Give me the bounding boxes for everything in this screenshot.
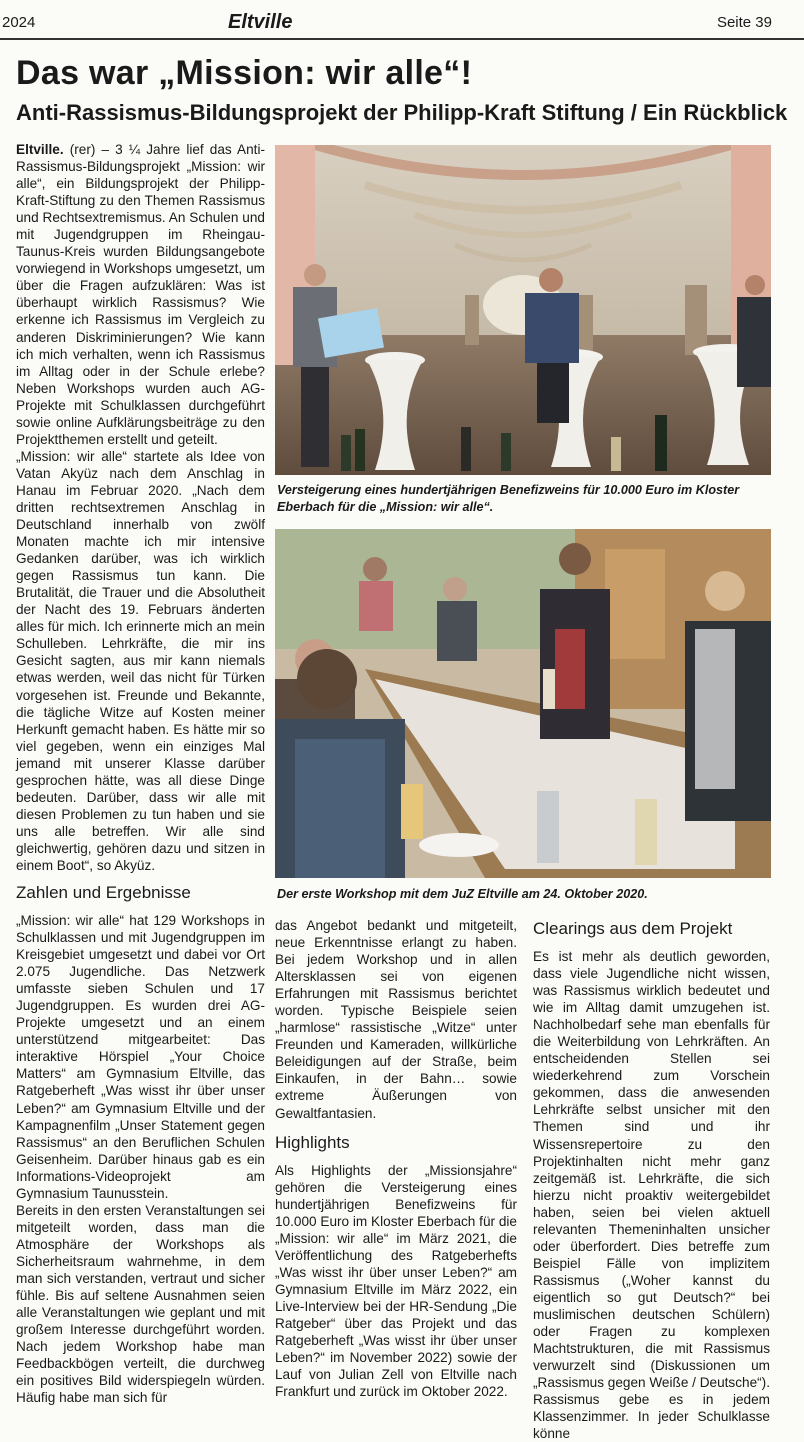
column-3 <box>533 916 770 1442</box>
photo-workshop-caption: Der erste Workshop mit dem JuZ Eltville am 24. Oktober 2020. <box>277 887 648 901</box>
paragraph: das Angebot bedankt und mitgeteilt, neue Erkenntnisse erlangt zu haben. Bei jedem Workshop und in allen Altersklassen sei von eigenen Erfahrungen mit Rassismus berichtet worden. Typische Beispiele seien „harmlose“ rassistische „Witze“ unter Freunden und Kameraden, willkürliche Beleidigungen auf der Straße, beim Einkaufen, in der Bahn… sowie extreme Äußerungen von Gewaltfantasien. <box>275 918 517 1121</box>
header-rule <box>0 38 804 40</box>
article-subtitle: Anti-Rassismus-Bildungsprojekt der Philipp-Kraft Stiftung / Ein Rückblick <box>16 100 788 125</box>
photo-workshop <box>275 529 771 878</box>
paragraph <box>16 141 265 448</box>
column-1-upper <box>16 141 265 874</box>
article-title: Das war „Mission: wir alle“! <box>16 54 473 92</box>
header-date: 2024 <box>2 14 36 31</box>
photo-auction-cloister <box>275 145 771 475</box>
paragraph: „Mission: wir alle“ startete als Idee von Vatan Akyüz nach dem Anschlag in Hanau im Februar 2020. „Nach dem dritten rechtsextremen Anschlag in Deutschland innerhalb von zwölf Monaten machte ich mir intensive Gedanken darüber, was ich wirklich gegen Rassismus tun kann. Die Brutalität, die Trauer und die Absolutheit der Nacht des 19. Februars änderten alles für mich. Ich erinnerte mich an mein Schulleben. Lehrkräfte, die mir ins Gesicht sagten, aus mir kann niemals etwas werden, weil das nicht für Türken vorgesehen ist. Freunde und Bekannte, die tägliche Witze auf Kosten meiner Herkunft gemacht haben. Es hätte mir so viel gegeben, wenn ein einziges Mal jemand mit unserer Klasse darüber gesprochen hätte, was all diese Dinge bedeuten. Darüber, dass wir alle mit diesen Problemen zu tun haben und sie uns alle betreffen. Wir alle sind gleichwertig, gehören dazu und sitzen in einem Boot“, so Akyüz. <box>16 448 265 873</box>
photo-auction-caption: Versteigerung eines hundertjährigen Benefizweins für 10.000 Euro im Kloster Eberbach für die „Mission: wir alle“. <box>277 483 740 514</box>
paragraph: Als Highlights der „Missionsjahre“ gehören die Versteigerung eines hundertjährigen Benefizweins für 10.000 Euro im Kloster Eberbach für die „Mission: wir alle“ im März 2021, die Veröffentlichung des Ratgeberhefts „Was wisst ihr über unser Leben?“ am Gymnasium Eltville im März 2022, ein Live-Interview bei der HR-Sendung „Die Ratgeber“ über das Projekt und das Ratgeberheft „Was wisst ihr über unser Leben?“ im November 2022) sowie der Lauf von Julian Zell von Eltville nach Frankfurt und zurück im Oktober 2022. <box>275 1162 517 1400</box>
paragraph: „Mission: wir alle“ hat 129 Workshops in Schulklassen und mit Jugendgruppen im Kreisgebiet umgesetzt und dabei vor Ort 2.075 Jugendliche. Das Netzwerk umfasste sieben Schulen und 17 Jugendgruppen. Es wurden drei AG-Projekte umgesetzt und an einem unterstützend mitgearbeitet: Das interaktive Hörspiel „Your Choice Matters“ am Gymnasium Eltville, das Ratgeberheft „Was wisst ihr über unser Leben?“ am Gymnasium Eltville und der Kampagnenfilm „Unser Statement gegen Rassismus“ an den Beruflichen Schulen Geisenheim. Darüber hinaus gab es ein Informations-Videoprojekt am Gymnasium Taunusstein. <box>16 913 265 1201</box>
heading-clearings: Clearings aus dem Projekt <box>533 919 733 938</box>
dateline: Eltville. <box>16 142 64 157</box>
paragraph: Bereits in den ersten Veranstaltungen sei mitgeteilt worden, dass man die Atmosphäre der Workshops als Sicherheitsraum wahrnehme, in dem man sich verstanden, vertraut und sicher fühle. Bis auf seltene Ausnahmen seien alle Veranstaltungen wie geplant und mit großem Interesse durchgeführt worden. Nach jedem Workshop habe man Feedbackbögen verteilt, die durchweg ein positives Bild widerspiegeln würden. Häufig habe man sich für <box>16 1202 265 1406</box>
column-2 <box>275 917 517 1400</box>
photo-workshop-image <box>275 529 771 878</box>
header-page-number: Seite 39 <box>716 14 772 31</box>
paragraph-text: (rer) – 3 ¼ Jahre lief das Anti-Rassismus-Bildungsprojekt „Mission: wir alle“, ein Bildungsprojekt der Philipp-Kraft-Stiftung zu den Themen Rassismus und Rechtsextremismus. An Schulen und mit Jugendgruppen im Rheingau-Taunus-Kreis wurden Bildungsangebote vorwiegend in Workshops umgesetzt, um über die Fragen aufzuklären: Was ist überhaupt wirklich Rassismus? Wie erkenne ich Rassismus im Vergleich zu anderen Diskriminierungen? Wie kann ich mich verhalten, wenn ich Rassismus im Alltag oder in der Schule erlebe? Neben Workshops wurden auch AG-Projekte mit Schulklassen durchgeführt sowie online Aufklärungsbeiträge zu den Projektthemen erstellt und geteilt. <box>16 142 266 447</box>
paragraph: Rassismus gebe es in jedem Klassenzimmer. In jeder Schulklasse könne <box>533 1392 770 1442</box>
heading-highlights: Highlights <box>275 1132 350 1152</box>
paragraph: Es ist mehr als deutlich geworden, dass viele Jugendliche nicht wissen, was Rassismus wirklich bedeutet und wie im Alltag damit umzugehen ist. Nachholbedarf sehe man ebenfalls für die Weiterbildung von Lehrkräften. An entscheidenden Stellen sei wiederkehrend zum Vorschein gekommen, dass die anwesenden Lehrkräfte selbst unsicher mit den Themen sind und ihr Wissensrepertoire zu den Projektinhalten nicht mehr ganz zeitgemäß ist. Lehrkräfte, die sich hierzu nicht proaktiv weitergebildet haben, seien bei vielen aktuell relevanten Themeninhalten unsicher oder überfordert. Dies betreffe zum Beispiel Fälle von implizitem Rassismus („Woher kannst du eigentlich so gut Deutsch?“ bei muslimischen deutschen Schülern) oder Fragen zu komplexen Machtstrukturen, die mit Rassismus verwurzelt sind (Diskussionen um „Rassismus gegen Weiße / Deutsche“). <box>533 949 770 1391</box>
heading-zahlen: Zahlen und Ergebnisse <box>16 883 191 902</box>
photo-auction-image <box>275 145 771 475</box>
header-section: Eltville <box>228 11 293 33</box>
page-header <box>0 0 804 36</box>
column-1-lower <box>16 872 265 1406</box>
